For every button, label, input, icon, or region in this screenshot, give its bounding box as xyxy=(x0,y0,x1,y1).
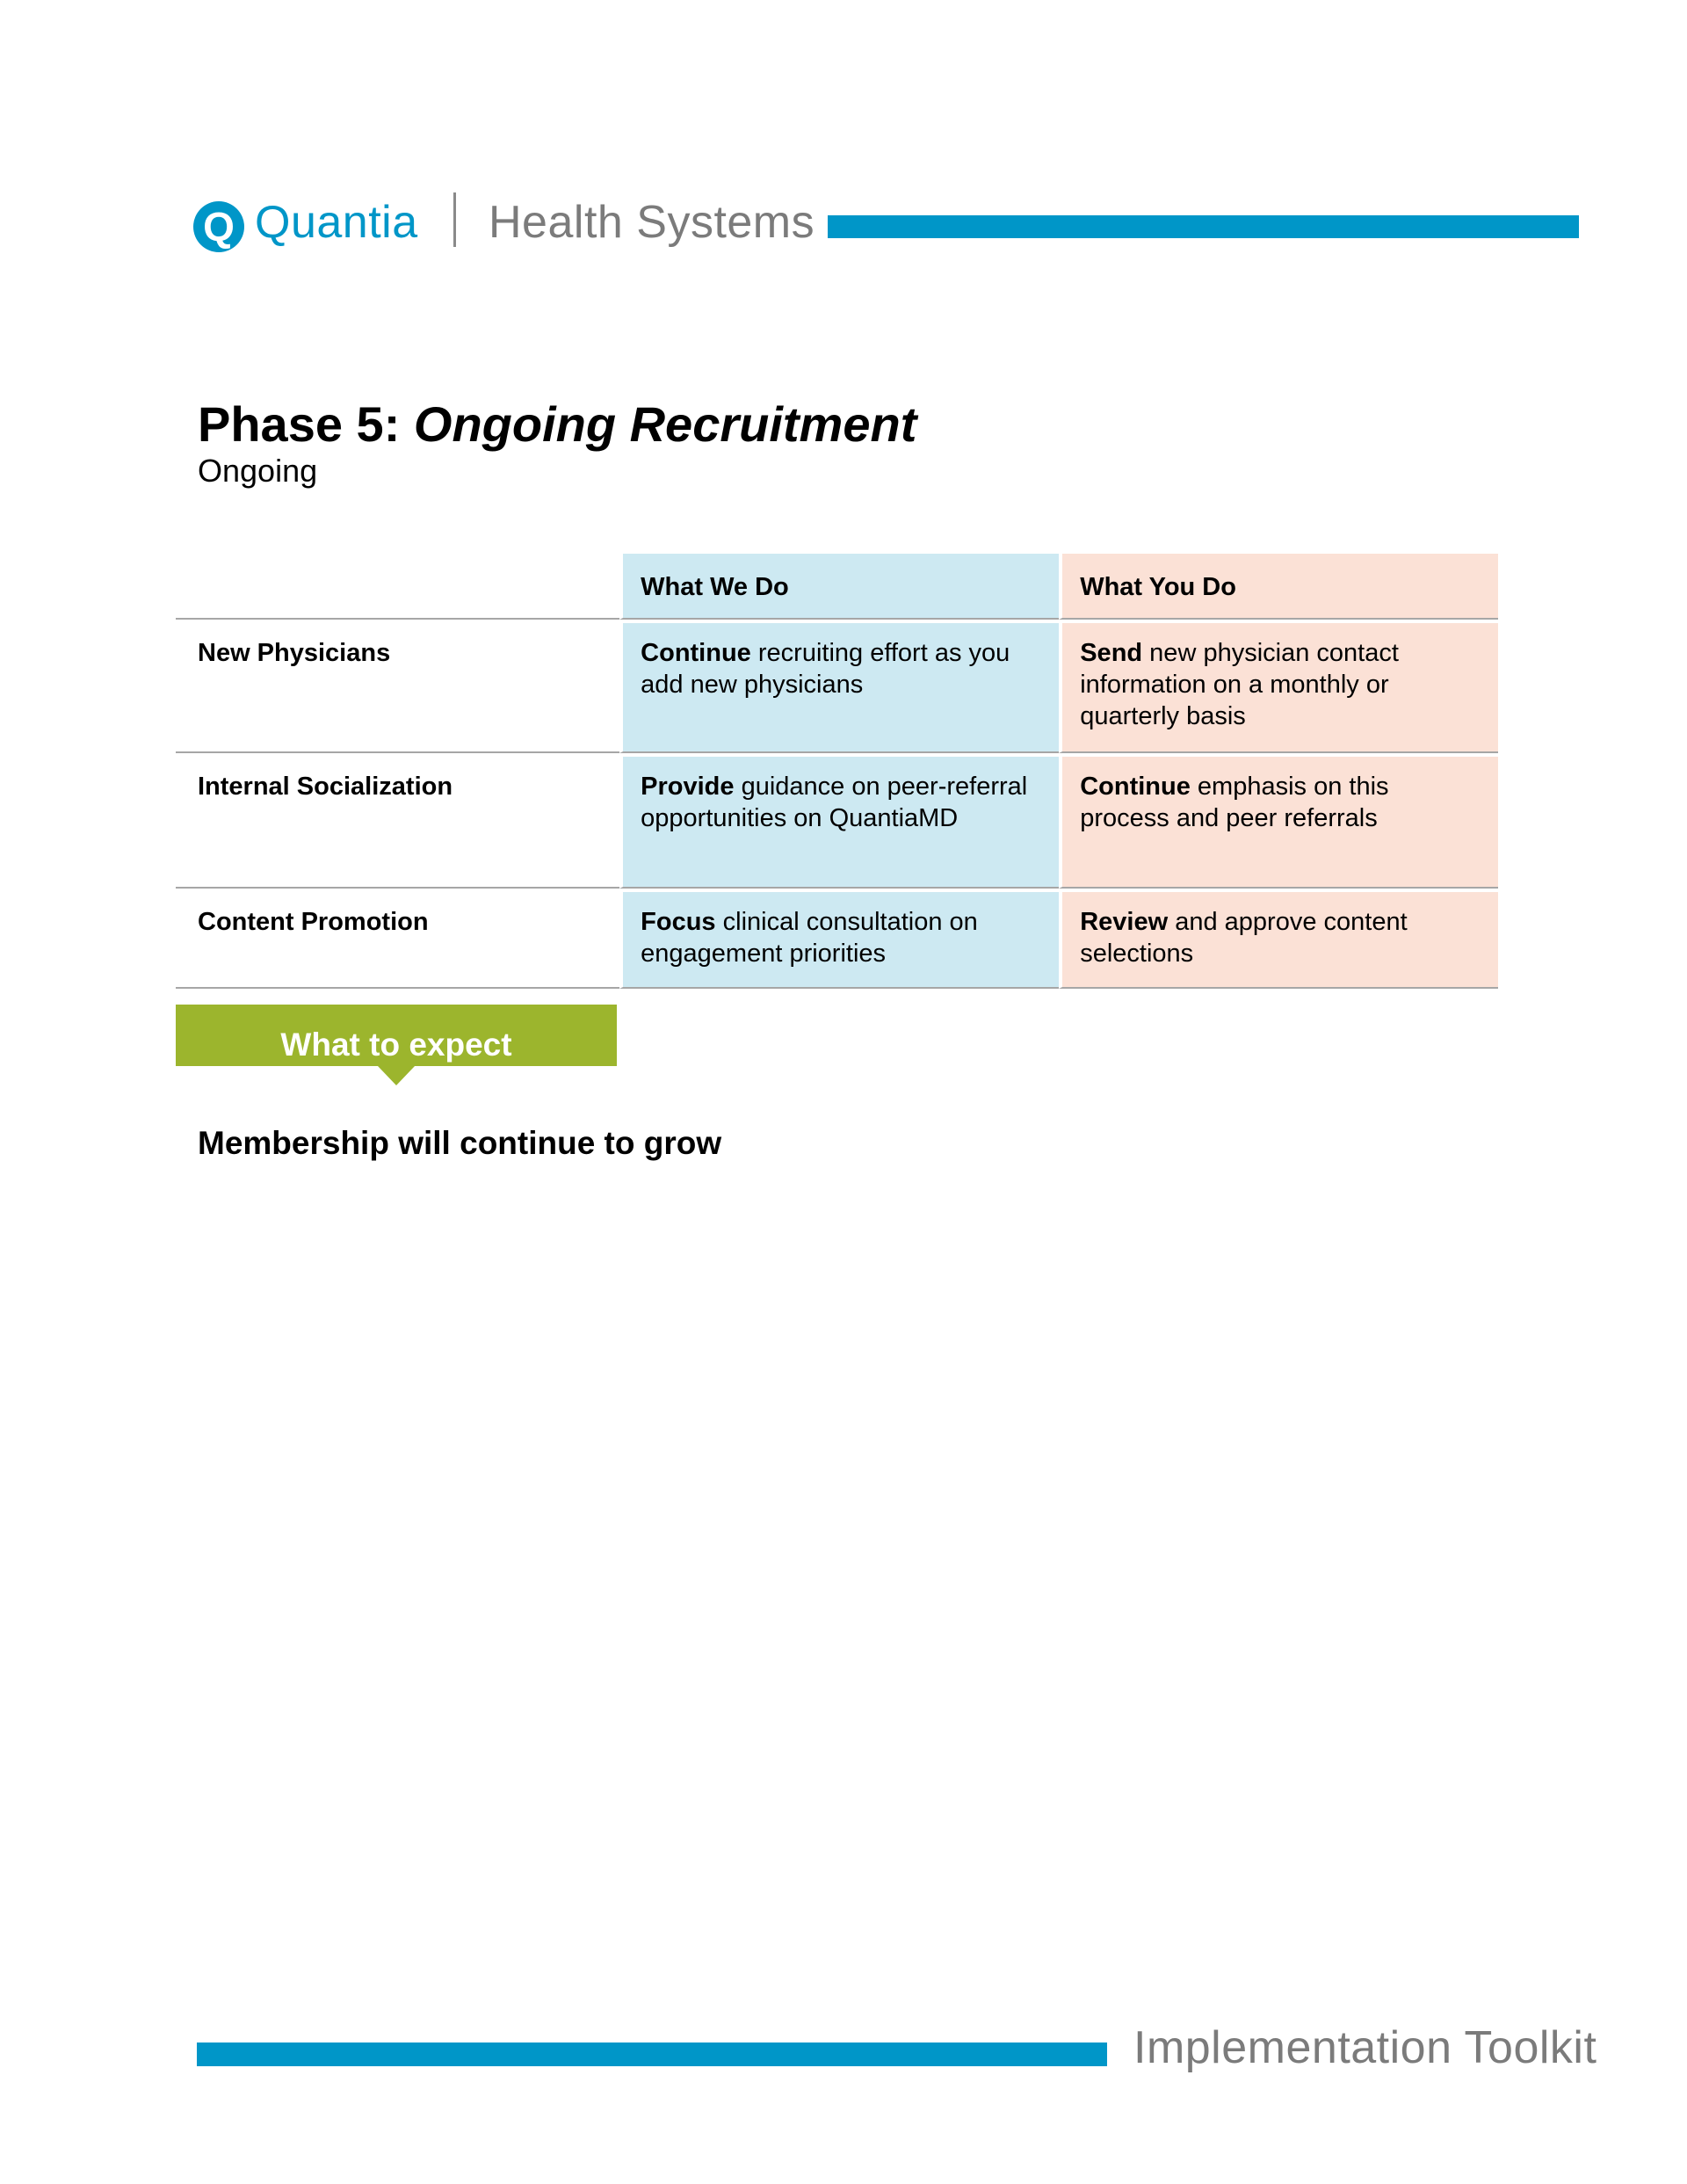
action-verb: Continue xyxy=(1080,773,1191,801)
responsibilities-table xyxy=(176,554,1498,989)
row-label-internal-socialization: Internal Socialization xyxy=(176,753,619,889)
action-text: and approve content selections xyxy=(1080,908,1408,968)
you-do-cell xyxy=(1059,753,1498,889)
table-row xyxy=(176,753,1498,889)
quantia-q-logo-icon: Q xyxy=(193,201,244,252)
we-do-cell xyxy=(619,620,1059,753)
column-header-you-do: What You Do xyxy=(1059,554,1498,620)
page-title xyxy=(198,395,916,453)
action-text: clinical consultation on engagement priorities xyxy=(641,908,978,968)
page-subtitle: Ongoing xyxy=(198,453,318,489)
table-row xyxy=(176,620,1498,753)
banner-label: What to expect xyxy=(280,1027,512,1063)
phase-prefix: Phase 5: xyxy=(198,396,414,452)
you-do-cell xyxy=(1059,620,1498,753)
action-verb: Focus xyxy=(641,908,716,936)
table-header-row xyxy=(176,554,1498,620)
you-do-cell xyxy=(1059,889,1498,989)
we-do-cell xyxy=(619,889,1059,989)
action-verb: Send xyxy=(1080,639,1143,667)
header-divider xyxy=(453,192,456,247)
action-text: recruiting effort as you add new physicians xyxy=(641,639,1010,699)
brand-name: Quantia xyxy=(255,197,418,248)
column-header-we-do: What We Do xyxy=(619,554,1059,620)
header-accent-bar xyxy=(828,215,1579,238)
action-text: guidance on peer-referral opportunities on QuantiaMD xyxy=(641,773,1028,832)
footer-accent-bar xyxy=(197,2043,1107,2066)
row-label-content-promotion: Content Promotion xyxy=(176,889,619,989)
we-do-cell xyxy=(619,753,1059,889)
expectation-statement: Membership will continue to grow xyxy=(198,1125,722,1161)
phase-name: Ongoing Recruitment xyxy=(413,396,917,452)
action-text: new physician contact information on a monthly or quarterly basis xyxy=(1080,639,1399,730)
action-verb: Review xyxy=(1080,908,1169,936)
action-verb: Provide xyxy=(641,773,735,801)
document-header xyxy=(193,189,1577,259)
what-to-expect-banner xyxy=(176,1005,617,1085)
header-subtitle: Health Systems xyxy=(489,197,815,248)
column-header-blank xyxy=(176,554,619,620)
table-row xyxy=(176,889,1498,989)
footer-title: Implementation Toolkit xyxy=(1133,2022,1597,2073)
row-label-new-physicians: New Physicians xyxy=(176,620,619,753)
action-text: emphasis on this process and peer referrals xyxy=(1080,773,1389,832)
action-verb: Continue xyxy=(641,639,751,667)
